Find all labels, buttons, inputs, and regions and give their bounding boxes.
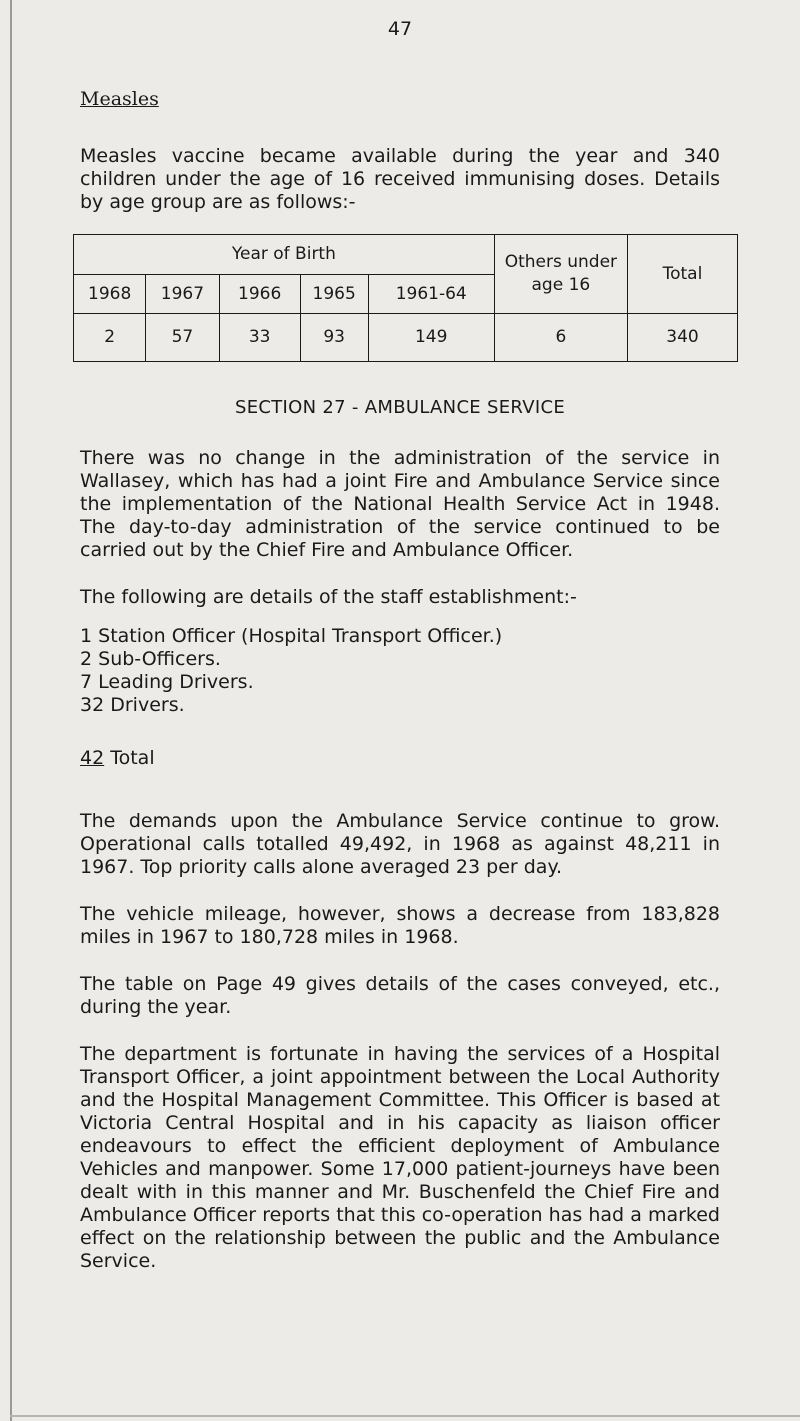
value-cell: 93 — [300, 314, 368, 362]
value-cell: 149 — [368, 314, 494, 362]
year-cell: 1968 — [74, 275, 146, 314]
page-content — [80, 88, 720, 1273]
staff-item — [80, 671, 720, 694]
page-edge-bottom — [10, 1415, 800, 1417]
staff-total-count: 42 — [80, 747, 105, 769]
table-header-row — [74, 235, 738, 275]
measles-title: Measles — [80, 88, 159, 110]
year-cell: 1967 — [146, 275, 219, 314]
page-number: 47 — [387, 18, 413, 40]
year-cell: 1966 — [219, 275, 300, 314]
ambulance-paragraph-5: The department is fortunate in having the services of a Hospital Transport Officer, a joint appointment between the Local Authority and the Hospital Management Committee. This Officer is based at Victoria Central Hospital and in his capacity as liaison officer endeavours to effect the efficient deployment of Ambulance Vehicles and manpower. Some 17,000 patient-journeys have been dealt with in this manner and Mr. Buschenfeld the Chief Fire and Ambulance Officer reports that this co-operation has had a marked effect on the relationship between the public and the Ambulance Service. — [80, 1043, 720, 1272]
staff-total-label: Total — [110, 747, 155, 769]
year-cell: 1961-64 — [368, 275, 494, 314]
ambulance-paragraph-1: There was no change in the administration of the service in Wallasey, which has had a joint Fire and Ambulance Service since the implementation of the National Health Service Act in 1948. The day-to-day administration of the service continued to be carried out by the Chief Fire and Ambulance Officer. — [80, 447, 720, 561]
value-cell: 33 — [219, 314, 300, 362]
total-header: Total — [627, 235, 737, 314]
staff-intro: The following are details of the staff establishment:- — [80, 586, 577, 608]
staff-count: 2 — [80, 648, 93, 670]
ambulance-paragraph-3: The vehicle mileage, however, shows a decrease from 183,828 miles in 1967 to 180,728 miles in 1968. — [80, 903, 720, 948]
staff-role: Leading Drivers. — [98, 671, 254, 693]
measles-table — [73, 234, 738, 362]
value-cell: 57 — [146, 314, 219, 362]
year-cell: 1965 — [300, 275, 368, 314]
others-value-cell: 6 — [494, 314, 627, 362]
staff-role: Station Officer (Hospital Transport Officer.) — [98, 625, 503, 647]
others-header: Others under age 16 — [494, 235, 627, 314]
ambulance-section-heading: SECTION 27 - AMBULANCE SERVICE — [234, 397, 565, 418]
value-cell: 2 — [74, 314, 146, 362]
staff-list — [80, 625, 720, 717]
staff-total — [80, 747, 720, 770]
total-value-cell: 340 — [627, 314, 737, 362]
ambulance-paragraph-2: The demands upon the Ambulance Service continue to grow. Operational calls totalled 49,492, in 1968 as against 48,211 in 1967. Top priority calls alone averaged 23 per day. — [80, 810, 720, 878]
staff-item — [80, 648, 720, 671]
staff-role: Drivers. — [110, 694, 185, 716]
staff-count: 32 — [80, 694, 105, 716]
staff-item — [80, 694, 720, 717]
year-of-birth-header: Year of Birth — [74, 235, 495, 275]
staff-role: Sub-Officers. — [98, 648, 221, 670]
page-edge-left — [10, 0, 12, 1421]
staff-item — [80, 625, 720, 648]
staff-count: 1 — [80, 625, 93, 647]
ambulance-paragraph-4: The table on Page 49 gives details of the cases conveyed, etc., during the year. — [80, 973, 720, 1018]
table-values-row — [74, 314, 738, 362]
staff-count: 7 — [80, 671, 93, 693]
measles-intro: Measles vaccine became available during the year and 340 children under the age of 16 received immunising doses. Details by age group are as follows:- — [80, 145, 720, 213]
